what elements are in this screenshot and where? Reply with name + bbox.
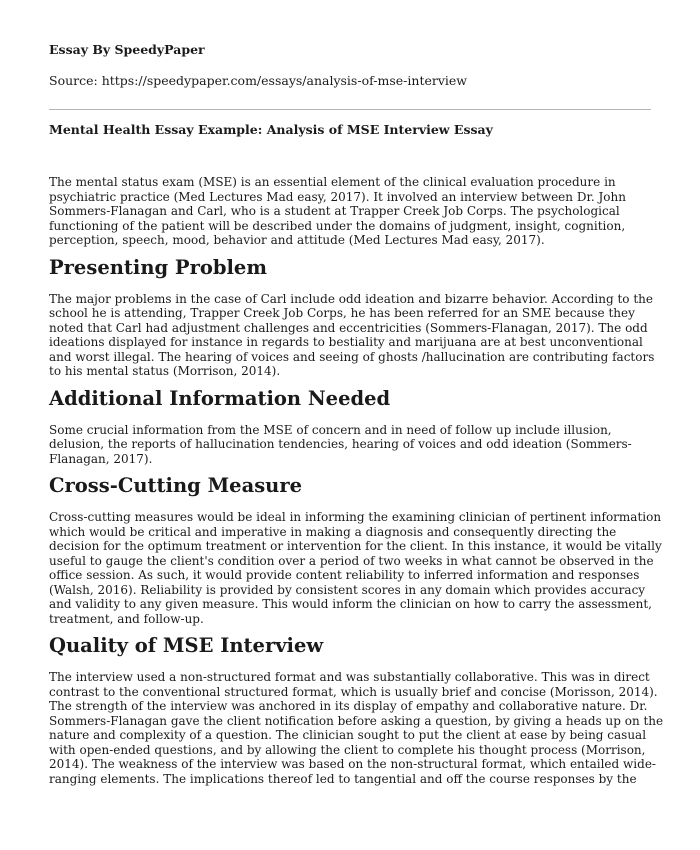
essay-title: Mental Health Essay Example: Analysis of MSE Interview Essay — [49, 122, 493, 137]
section-heading-cross-cutting-measure: Cross-Cutting Measure — [49, 474, 303, 497]
brand-label: Essay By SpeedyPaper — [49, 42, 205, 57]
paragraph-line: 2014). The weakness of the interview was based on the non-structural format, which entailed wide- — [49, 757, 656, 771]
paragraph-line: Cross-cutting measures would be ideal in informing the examining clinician of pertinent information — [49, 510, 662, 524]
paragraph-line: delusion, the reports of hallucination tendencies, hearing of voices and odd ideation (Sommers- — [49, 437, 632, 451]
paragraph-line: school he is attending, Trapper Creek Job Corps, he has been referred for an SME because they — [49, 306, 635, 320]
paragraph-line: nature and complexity of a question. The clinician sought to put the client at ease by being casual — [49, 728, 647, 742]
paragraph-line: The major problems in the case of Carl include odd ideation and bizarre behavior. According to the — [49, 291, 653, 306]
section-heading-presenting-problem: Presenting Problem — [49, 255, 267, 279]
paragraph-line: (Walsh, 2016). Reliability is provided by consistent scores in any domain which provides accuracy — [49, 582, 646, 597]
intro-paragraph — [49, 175, 651, 248]
paragraph-line: The mental status exam (MSE) is an essential element of the clinical evaluation procedure in — [49, 175, 616, 189]
paragraph-line: decision for the optimum treatment or intervention for the client. In this instance, it would be vitally — [49, 539, 662, 553]
paragraph-line: contrast to the conventional structured format, which is usually brief and concise (Morisson, 2014). — [49, 684, 658, 699]
paragraph-line: The interview used a non-structured format and was substantially collaborative. This was in direct — [49, 670, 650, 684]
paragraph-line: The strength of the interview was anchored in its display of empathy and collaborative nature. Dr. — [49, 699, 648, 713]
source-line: Source: https://speedypaper.com/essays/analysis-of-mse-interview — [49, 73, 467, 88]
section-paragraph — [49, 670, 664, 786]
paragraph-line: noted that Carl had adjustment challenges and eccentricities (Sommers-Flanagan, 2017). The odd — [49, 320, 648, 335]
paragraph-line: functioning of the patient will be described under the domains of judgment, insight, cognition, — [49, 218, 626, 233]
paragraph-line: Flanagan, 2017). — [49, 451, 153, 466]
paragraph-line: and worst illegal. The hearing of voices and seeing of ghosts /hallucination are contributing factors — [49, 349, 655, 364]
section-paragraph — [49, 423, 651, 467]
paragraph-line: treatment, and follow-up. — [49, 611, 204, 626]
paragraph-line: and validity to any given measure. This would inform the clinician on how to carry the assessment, — [49, 597, 652, 611]
paragraph-line: ideations displayed for instance in regards to bestiality and marijuana are at best unconventional — [49, 335, 643, 349]
paragraph-line: perception, speech, mood, behavior and attitude (Med Lectures Mad easy, 2017). — [49, 233, 545, 247]
paragraph-line: Some crucial information from the MSE of concern and in need of follow up include illusion, — [49, 422, 612, 437]
paragraph-line: which would be critical and imperative in making a diagnosis and consequently directing the — [49, 524, 617, 539]
paragraph-line: useful to gauge the client's condition over a period of two weeks in what cannot be observed in the — [49, 553, 654, 568]
section-paragraph — [49, 510, 662, 626]
paragraph-line: ranging elements. The implications thereof led to tangential and off the course responses by the — [49, 771, 637, 786]
paragraph-line: Sommers-Flanagan and Carl, who is a student at Trapper Creek Job Corps. The psychological — [49, 204, 620, 218]
paragraph-line: with open-ended questions, and by allowing the client to complete his thought process (Morrison, — [49, 742, 646, 757]
section-heading-quality-of-mse-interview: Quality of MSE Interview — [49, 634, 324, 657]
section-heading-additional-information: Additional Information Needed — [49, 386, 391, 410]
paragraph-line: psychiatric practice (Med Lectures Mad easy, 2017). It involved an interview between Dr. John — [49, 189, 626, 204]
header-divider — [49, 109, 651, 110]
paragraph-line: office session. As such, it would provide content reliability to inferred information and responses — [49, 568, 640, 582]
paragraph-line: to his mental status (Morrison, 2014). — [49, 364, 281, 378]
section-paragraph — [49, 291, 655, 379]
paragraph-line: Sommers-Flanagan gave the client notification before asking a question, by giving a heads up on the — [49, 713, 664, 728]
